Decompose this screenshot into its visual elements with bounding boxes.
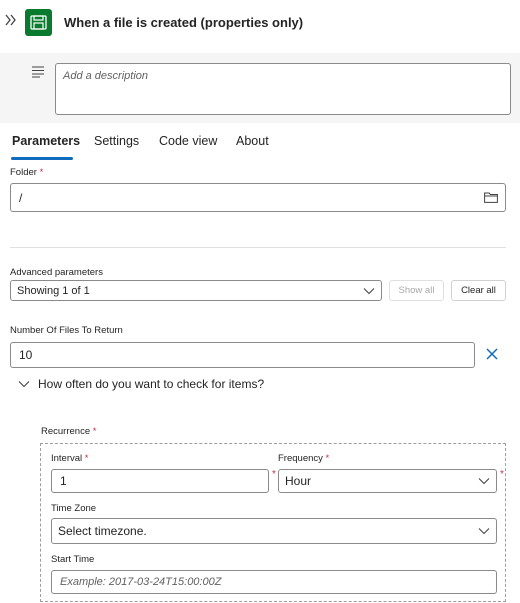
- folder-input[interactable]: [10, 183, 506, 212]
- time-zone-label: Time Zone: [51, 503, 97, 514]
- remove-parameter-icon[interactable]: [485, 347, 499, 361]
- interval-input[interactable]: [51, 469, 269, 493]
- advanced-parameters-label: Advanced parameters: [10, 267, 103, 278]
- start-time-label: Start Time: [51, 554, 95, 565]
- folder-value: /: [19, 190, 23, 205]
- text-lines-icon: [31, 66, 45, 78]
- required-mark: *: [272, 469, 276, 480]
- file-system-icon: [25, 9, 52, 36]
- tab-parameters[interactable]: Parameters: [12, 134, 81, 148]
- required-mark: *: [84, 453, 89, 464]
- time-zone-placeholder: Select timezone.: [58, 524, 147, 538]
- check-frequency-section-label: How often do you want to check for items?: [38, 377, 265, 391]
- collapse-panel-button[interactable]: [2, 12, 20, 32]
- folder-label: Folder *: [10, 167, 44, 178]
- chevron-down-icon: [18, 380, 30, 388]
- recurrence-label: Recurrence *: [41, 426, 97, 437]
- number-of-files-value: 10: [19, 348, 33, 362]
- required-mark: *: [39, 167, 44, 178]
- description-input[interactable]: Add a description: [55, 63, 511, 115]
- double-chevron-right-icon: [5, 14, 17, 26]
- chevron-down-icon: [478, 527, 490, 535]
- required-mark: *: [92, 426, 97, 437]
- check-frequency-section-toggle[interactable]: [18, 377, 264, 391]
- trigger-title: When a file is created (properties only): [64, 15, 304, 30]
- advanced-parameters-value: Showing 1 of 1: [17, 284, 90, 297]
- required-mark: *: [325, 453, 330, 464]
- show-all-button[interactable]: Show all: [389, 280, 444, 301]
- tab-settings[interactable]: Settings: [94, 134, 140, 148]
- chevron-down-icon: [363, 287, 375, 295]
- active-tab-indicator: [11, 157, 73, 160]
- number-of-files-label: Number Of Files To Return: [10, 325, 123, 336]
- folder-icon[interactable]: [484, 192, 498, 203]
- required-mark: *: [500, 469, 504, 480]
- advanced-parameters-dropdown[interactable]: [10, 280, 382, 301]
- start-time-input[interactable]: [51, 570, 497, 594]
- start-time-placeholder: Example: 2017-03-24T15:00:00Z: [60, 576, 222, 588]
- chevron-down-icon: [478, 477, 490, 485]
- tab-code-view[interactable]: Code view: [159, 134, 218, 148]
- interval-value: 1: [60, 474, 67, 488]
- interval-label: Interval *: [51, 453, 89, 464]
- clear-all-button[interactable]: Clear all: [451, 280, 506, 301]
- frequency-label: Frequency *: [278, 453, 330, 464]
- divider: [10, 247, 506, 248]
- number-of-files-input[interactable]: [10, 342, 475, 368]
- frequency-dropdown[interactable]: [278, 469, 497, 493]
- time-zone-dropdown[interactable]: [51, 518, 497, 544]
- tab-about[interactable]: About: [236, 134, 269, 148]
- frequency-value: Hour: [285, 474, 312, 488]
